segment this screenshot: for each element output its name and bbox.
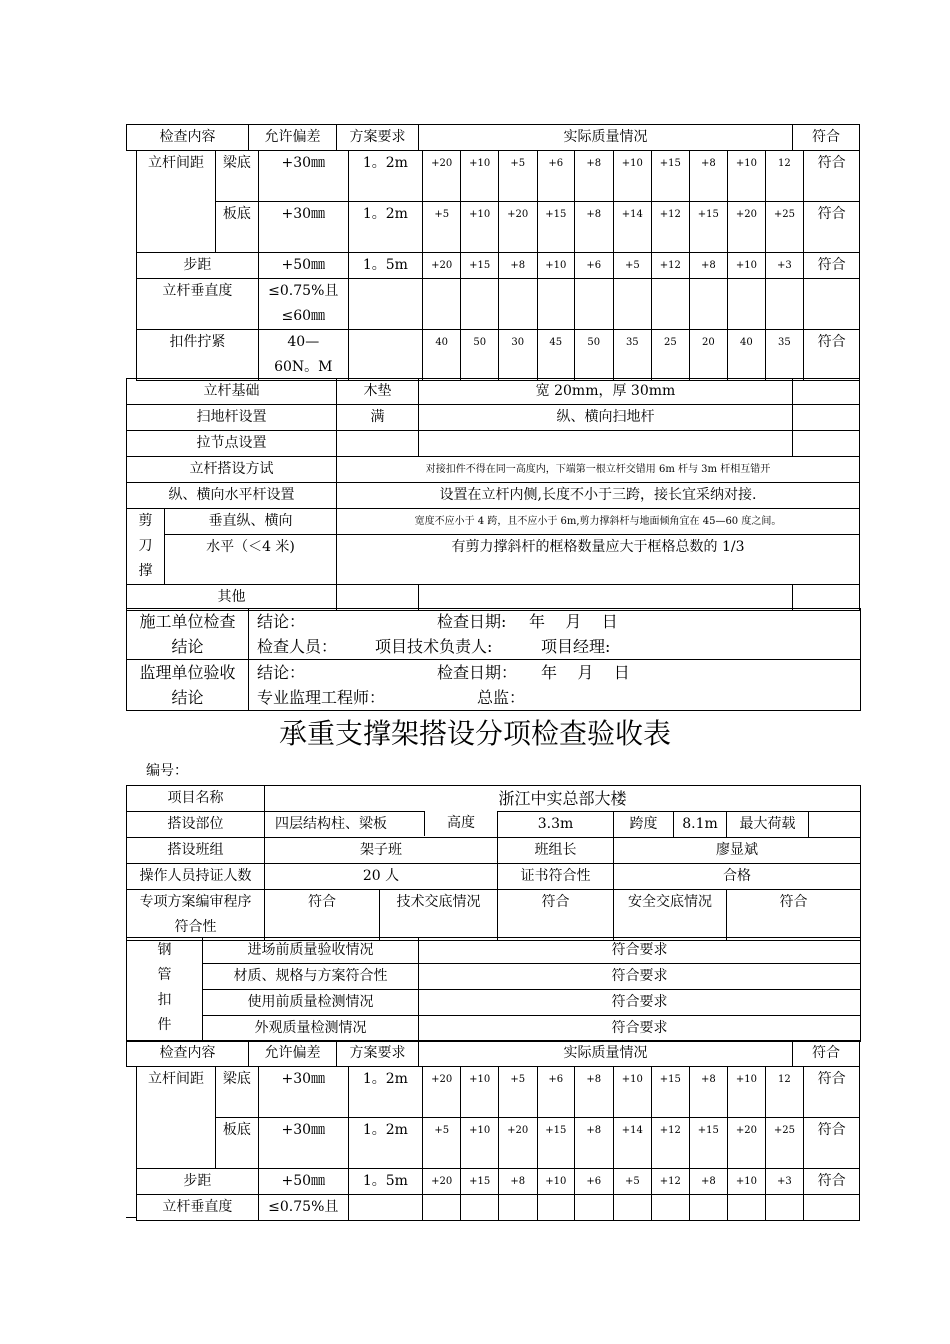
fastener-val: 25 — [652, 330, 690, 381]
fastener-val: 35 — [613, 330, 652, 381]
beam-val: +10 — [728, 1067, 766, 1118]
supervision-date-label: 检查日期： — [437, 663, 518, 682]
beam-label: 梁底 — [216, 1067, 259, 1118]
step-row — [137, 253, 860, 279]
location-value: 四层结构柱、梁板 — [265, 812, 498, 838]
construction-manager: 项目经理: — [541, 637, 611, 656]
program-label — [127, 890, 265, 941]
fastener-tol-2: 60N。M — [274, 359, 333, 375]
fastener-label: 扣件拧紧 — [137, 330, 259, 381]
step-val: +15 — [461, 1169, 499, 1195]
construction-label-1: 施工单位检查 — [139, 612, 236, 631]
steel-row-label: 进场前质量验收情况 — [203, 938, 419, 964]
height-value: 3.3m — [498, 812, 614, 838]
method-actual: 对接扣件不得在同一高度内，下端第一根立杆交错用 6m 杆与 3m 杆相互错开 — [337, 457, 860, 483]
sweep-label: 扫地杆设置 — [127, 405, 337, 431]
program-row — [127, 890, 861, 941]
construction-row — [127, 609, 861, 660]
header-table-bottom — [126, 1040, 860, 1067]
other-label: 其他 — [127, 585, 337, 611]
beam-conform: 符合 — [804, 1067, 860, 1118]
steel-row — [127, 1016, 861, 1042]
step-val: +5 — [613, 253, 652, 279]
steel-row — [127, 938, 861, 964]
method-label: 立杆搭设方试 — [127, 457, 337, 483]
supervision-label-1: 监理单位验收 — [139, 663, 236, 682]
brace-vertical-row — [127, 509, 860, 535]
horizontal-label: 纵、横向水平杆设置 — [127, 483, 337, 509]
step-val: +10 — [537, 1169, 575, 1195]
steel-row-value: 符合要求 — [419, 990, 861, 1016]
safety-value: 符合 — [727, 890, 861, 941]
team-row — [127, 838, 861, 864]
slab-val: +15 — [537, 1118, 575, 1169]
signoff-table — [126, 608, 861, 711]
method-row — [127, 457, 860, 483]
step-val: +10 — [537, 253, 575, 279]
pole-table-top — [136, 150, 860, 381]
leader-label: 班组长 — [498, 838, 614, 864]
supervision-conclusion: 结论： — [257, 663, 306, 682]
step-plan: 1。5m — [348, 253, 422, 279]
operators-label: 操作人员持证人数 — [127, 864, 265, 890]
fastener-val: 30 — [498, 330, 537, 381]
items-table — [126, 378, 860, 611]
slab-val: +10 — [461, 1118, 499, 1169]
supervision-content — [249, 660, 861, 711]
beam-plan: 1。2m — [348, 151, 422, 202]
slab-val: +15 — [689, 202, 728, 253]
step-val: +20 — [422, 1169, 461, 1195]
step-val: +10 — [728, 253, 766, 279]
fastener-tol-1: 40— — [287, 334, 320, 350]
beam-val: +10 — [613, 1067, 652, 1118]
fastener-val: 50 — [575, 330, 614, 381]
slab-val: +25 — [765, 1118, 804, 1169]
fastener-conform: 符合 — [804, 330, 860, 381]
span-label: 跨度 — [614, 812, 674, 838]
slab-val: +25 — [765, 202, 804, 253]
beam-val: +6 — [537, 151, 575, 202]
col-actual: 实际质量情况 — [419, 125, 793, 151]
beam-val: 12 — [765, 151, 804, 202]
header-table-top — [126, 124, 860, 151]
slab-val: +15 — [537, 202, 575, 253]
program-value: 符合 — [265, 890, 380, 941]
team-value: 架子班 — [265, 838, 498, 864]
construction-conclusion: 结论： — [257, 612, 306, 631]
fastener-val: 50 — [461, 330, 499, 381]
beam-val: +20 — [422, 151, 461, 202]
divider — [126, 1217, 136, 1218]
foundation-label: 立杆基础 — [127, 379, 337, 405]
slab-val: +20 — [728, 1118, 766, 1169]
project-label: 项目名称 — [127, 786, 265, 812]
beam-val: +6 — [537, 1067, 575, 1118]
vertical-row — [137, 279, 860, 330]
slab-val: +8 — [575, 202, 614, 253]
steel-row-label: 外观质量检测情况 — [203, 1016, 419, 1042]
program-label-1: 专项方案编审程序 — [139, 894, 252, 910]
construction-tech: 项目技术负责人: — [375, 637, 493, 656]
slab-val: +20 — [728, 202, 766, 253]
step-val: +8 — [498, 1169, 537, 1195]
header-row — [127, 125, 860, 151]
construction-inspector: 检查人员： — [257, 637, 338, 656]
brace-vertical-label: 垂直纵、横向 — [165, 509, 337, 535]
steel-row — [127, 964, 861, 990]
fastener-val: 40 — [422, 330, 461, 381]
step-tol: +50㎜ — [258, 1169, 348, 1195]
slab-label: 板底 — [216, 1118, 259, 1169]
beam-tol: +30㎜ — [258, 1067, 348, 1118]
steel-row-label: 材质、规格与方案符合性 — [203, 964, 419, 990]
beam-val: +15 — [652, 151, 690, 202]
step-val: +12 — [652, 1169, 690, 1195]
beam-val: +8 — [689, 1067, 728, 1118]
vertical-label: 立杆垂直度 — [137, 279, 259, 330]
sweep-actual: 纵、横向扫地杆 — [419, 405, 793, 431]
foundation-row — [127, 379, 860, 405]
step-label: 步距 — [137, 1169, 259, 1195]
step-val: +8 — [498, 253, 537, 279]
beam-val: +10 — [461, 1067, 499, 1118]
sweep-plan: 满 — [337, 405, 419, 431]
safety-label: 安全交底情况 — [614, 890, 727, 941]
supervision-row — [127, 660, 861, 711]
step-conform: 符合 — [804, 253, 860, 279]
col-plan: 方案要求 — [337, 1041, 419, 1067]
slab-val: +14 — [613, 1118, 652, 1169]
tie-label: 拉节点设置 — [127, 431, 337, 457]
step-val: +3 — [765, 1169, 804, 1195]
construction-content — [249, 609, 861, 660]
slab-row — [137, 1118, 860, 1169]
col-tolerance: 允许偏差 — [249, 1041, 337, 1067]
construction-date-label: 检查日期: — [437, 612, 507, 631]
fastener-row — [137, 330, 860, 381]
cert-value: 合格 — [614, 864, 861, 890]
col-content: 检查内容 — [127, 125, 249, 151]
brace-horizontal-actual: 有剪力撑斜杆的框格数量应大于框格总数的 1/3 — [337, 535, 860, 585]
slab-val: +5 — [422, 202, 461, 253]
slab-conform: 符合 — [804, 1118, 860, 1169]
beam-val: +10 — [728, 151, 766, 202]
tie-row — [127, 431, 860, 457]
slab-val: +8 — [575, 1118, 614, 1169]
header-row — [127, 1041, 860, 1067]
steel-row-label: 使用前质量检测情况 — [203, 990, 419, 1016]
operators-value: 20 人 — [265, 864, 498, 890]
steel-row-value: 符合要求 — [419, 964, 861, 990]
beam-val: +10 — [461, 151, 499, 202]
horizontal-actual: 设置在立杆内侧,长度不小于三跨，接长宜采纳对接. — [337, 483, 860, 509]
slab-val: +12 — [652, 1118, 690, 1169]
beam-val: +10 — [613, 151, 652, 202]
brace-horizontal-row — [127, 535, 860, 585]
slab-plan: 1。2m — [348, 202, 422, 253]
construction-label — [127, 609, 249, 660]
steel-row — [127, 990, 861, 1016]
height-label: 高度 — [425, 811, 497, 836]
vertical-tol-2: ≤60㎜ — [281, 308, 326, 324]
step-val: +6 — [575, 253, 614, 279]
brace-horizontal-label: 水平（＜4 米) — [165, 535, 337, 585]
vertical-tol: ≤0.75%且 — [258, 1195, 348, 1221]
slab-val: +14 — [613, 202, 652, 253]
slab-val: +20 — [498, 1118, 537, 1169]
construction-label-2: 结论 — [171, 637, 204, 656]
beam-val: +20 — [422, 1067, 461, 1118]
foundation-actual: 宽 20mm，厚 30mm — [419, 379, 793, 405]
slab-tol: +30㎜ — [258, 202, 348, 253]
step-tol: +50㎜ — [258, 253, 348, 279]
beam-val: +5 — [498, 151, 537, 202]
beam-val: 12 — [765, 1067, 804, 1118]
slab-val: +20 — [498, 202, 537, 253]
spacing-label: 立杆间距 — [137, 151, 216, 253]
tech-value: 符合 — [498, 890, 614, 941]
beam-val: +8 — [575, 151, 614, 202]
beam-val: +15 — [652, 1067, 690, 1118]
slab-plan: 1。2m — [348, 1118, 422, 1169]
beam-row — [137, 1067, 860, 1118]
project-value: 浙江中实总部大楼 — [265, 786, 861, 812]
span-value: 8.1m — [674, 812, 727, 838]
operators-row — [127, 864, 861, 890]
other-row — [127, 585, 860, 611]
fastener-val: 40 — [728, 330, 766, 381]
col-actual: 实际质量情况 — [419, 1041, 793, 1067]
project-row — [127, 786, 861, 812]
supervision-ymd: 年 月 日 — [541, 663, 630, 682]
foundation-plan: 木垫 — [337, 379, 419, 405]
form-number-label: 编号： — [146, 763, 188, 779]
steel-label: 钢管扣件 — [127, 938, 203, 1042]
col-conform: 符合 — [793, 1041, 860, 1067]
vertical-row — [137, 1195, 860, 1221]
location-label: 搭设部位 — [127, 812, 265, 838]
pole-table-bottom — [136, 1066, 860, 1221]
supervision-label-2: 结论 — [171, 688, 204, 707]
step-conform: 符合 — [804, 1169, 860, 1195]
fastener-tol — [258, 330, 348, 381]
brace-label: 剪刀撑 — [127, 509, 165, 585]
beam-tol: +30㎜ — [258, 151, 348, 202]
leader-value: 廖显斌 — [614, 838, 861, 864]
col-conform: 符合 — [793, 125, 860, 151]
slab-tol: +30㎜ — [258, 1118, 348, 1169]
col-content: 检查内容 — [127, 1041, 249, 1067]
construction-ymd: 年 月 日 — [529, 612, 618, 631]
horizontal-row — [127, 483, 860, 509]
step-label: 步距 — [137, 253, 259, 279]
vertical-tol — [258, 279, 348, 330]
beam-label: 梁底 — [216, 151, 259, 202]
supervision-engineer: 专业监理工程师： — [257, 688, 386, 707]
slab-val: +5 — [422, 1118, 461, 1169]
spacing-label: 立杆间距 — [137, 1067, 216, 1169]
col-plan: 方案要求 — [337, 125, 419, 151]
step-val: +12 — [652, 253, 690, 279]
beam-conform: 符合 — [804, 151, 860, 202]
steel-table — [126, 937, 861, 1042]
beam-row — [137, 151, 860, 202]
slab-conform: 符合 — [804, 202, 860, 253]
step-plan: 1。5m — [348, 1169, 422, 1195]
slab-val: +12 — [652, 202, 690, 253]
tech-label: 技术交底情况 — [380, 890, 498, 941]
step-row — [137, 1169, 860, 1195]
form-title: 承重支撑架搭设分项检查验收表 — [278, 717, 671, 750]
vertical-tol-1: ≤0.75%且 — [268, 283, 339, 299]
beam-val: +8 — [575, 1067, 614, 1118]
program-label-2: 符合性 — [174, 919, 217, 935]
slab-row — [137, 202, 860, 253]
info-table — [126, 785, 861, 941]
col-tolerance: 允许偏差 — [249, 125, 337, 151]
beam-val: +8 — [689, 151, 728, 202]
step-val: +8 — [689, 253, 728, 279]
step-val: +3 — [765, 253, 804, 279]
step-val: +5 — [613, 1169, 652, 1195]
sweep-row — [127, 405, 860, 431]
team-label: 搭设班组 — [127, 838, 265, 864]
step-val: +8 — [689, 1169, 728, 1195]
cert-label: 证书符合性 — [498, 864, 614, 890]
fastener-val: 35 — [765, 330, 804, 381]
load-label: 最大荷载 — [727, 812, 809, 838]
supervision-chief: 总监： — [477, 688, 526, 707]
step-val: +6 — [575, 1169, 614, 1195]
step-val: +20 — [422, 253, 461, 279]
slab-label: 板底 — [216, 202, 259, 253]
step-val: +15 — [461, 253, 499, 279]
step-val: +10 — [728, 1169, 766, 1195]
beam-val: +5 — [498, 1067, 537, 1118]
fastener-val: 20 — [689, 330, 728, 381]
supervision-label — [127, 660, 249, 711]
steel-row-value: 符合要求 — [419, 1016, 861, 1042]
beam-plan: 1。2m — [348, 1067, 422, 1118]
slab-val: +15 — [689, 1118, 728, 1169]
slab-val: +10 — [461, 202, 499, 253]
fastener-val: 45 — [537, 330, 575, 381]
steel-row-value: 符合要求 — [419, 938, 861, 964]
vertical-label: 立杆垂直度 — [137, 1195, 259, 1221]
brace-vertical-actual: 宽度不应小于 4 跨，且不应小于 6m,剪力撑斜杆与地面倾角宜在 45—60 度之间。 — [337, 509, 860, 535]
